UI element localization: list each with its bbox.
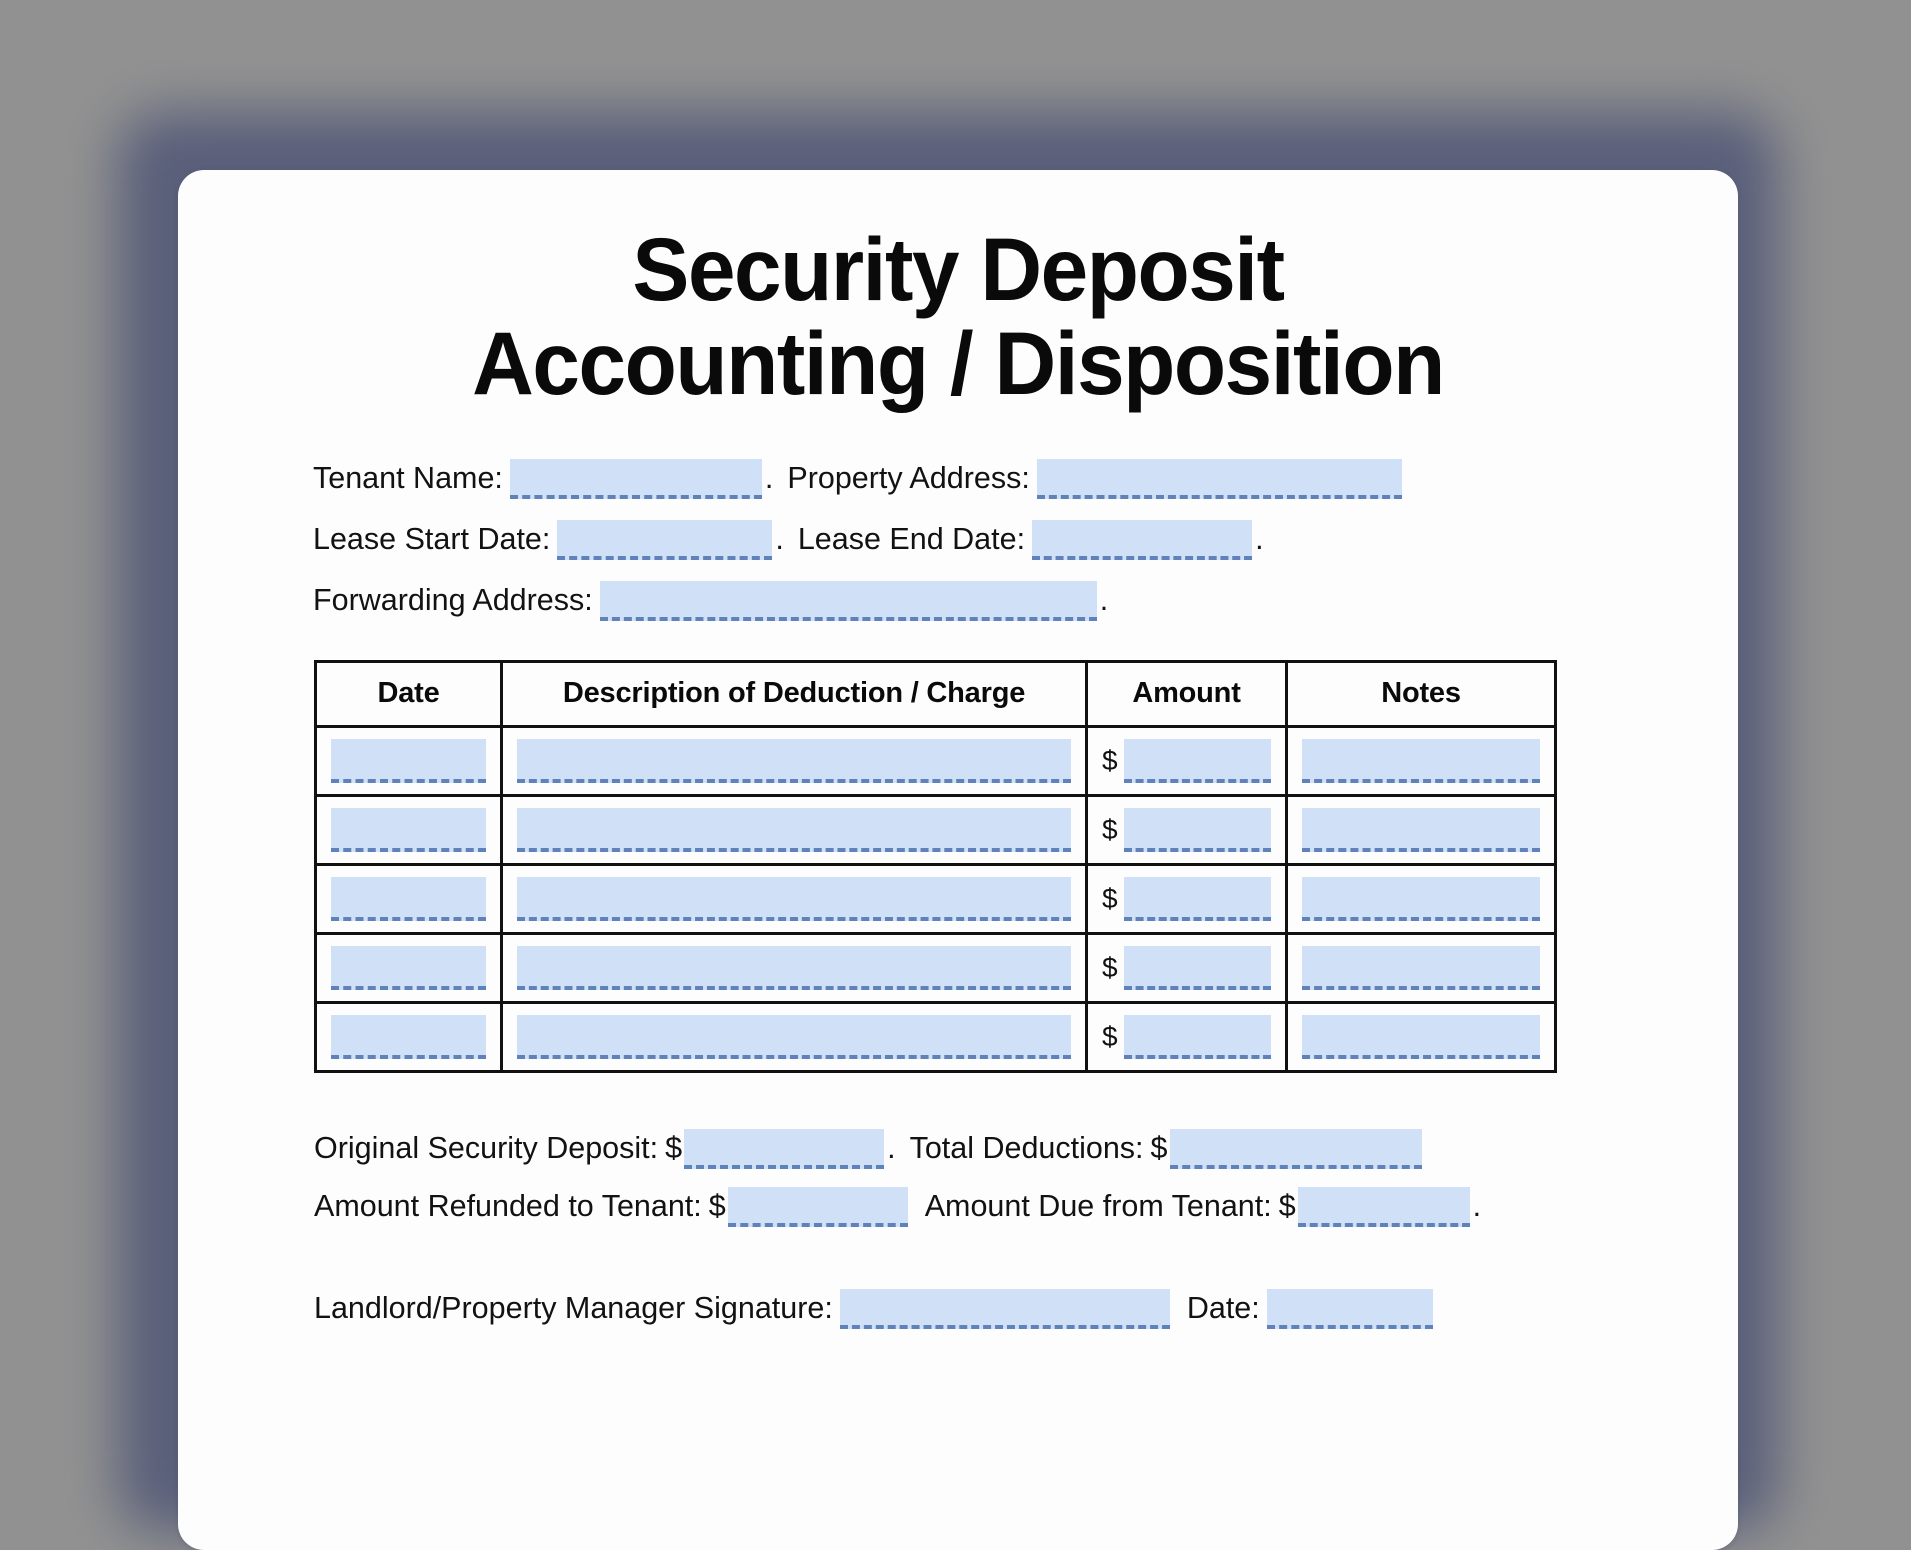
table-row [316, 1002, 1556, 1071]
row-2-currency-symbol: $ [1102, 810, 1124, 850]
amount-refunded-label: Amount Refunded to Tenant: [314, 1185, 709, 1227]
row-5-notes-input[interactable] [1302, 1015, 1540, 1059]
page-title-line-1: Security Deposit [632, 219, 1283, 319]
row-3-currency-symbol: $ [1102, 879, 1124, 919]
row-5-currency-symbol: $ [1102, 1017, 1124, 1057]
deductions-table-wrapper [178, 634, 1738, 1073]
row-4-date-input[interactable] [331, 946, 486, 990]
forwarding-address-row [313, 573, 1738, 621]
cell-amount [1087, 726, 1287, 795]
amount-due-input[interactable] [1298, 1187, 1470, 1227]
refund-totals-row [314, 1179, 1738, 1227]
row-5-description-input[interactable] [517, 1015, 1071, 1059]
cell-description [502, 864, 1087, 933]
table-row [316, 726, 1556, 795]
deductions-table [314, 660, 1557, 1073]
table-row [316, 795, 1556, 864]
row-3-amount-input[interactable] [1124, 877, 1271, 921]
table-header-row [316, 661, 1556, 726]
row-2-date-input[interactable] [331, 808, 486, 852]
total-deductions-currency-symbol: $ [1151, 1127, 1170, 1169]
property-address-input[interactable] [1037, 459, 1402, 499]
row-4-notes-input[interactable] [1302, 946, 1540, 990]
tenant-info-section [178, 411, 1738, 621]
cell-description [502, 1002, 1087, 1071]
lease-start-date-label: Lease Start Date: [313, 518, 557, 560]
forwarding-address-period: . [1097, 579, 1122, 621]
tenant-name-period: . [762, 457, 787, 499]
cell-date [316, 1002, 502, 1071]
cell-notes [1287, 795, 1556, 864]
cell-date [316, 864, 502, 933]
document-page [178, 170, 1738, 1550]
row-2-description-input[interactable] [517, 808, 1071, 852]
total-deductions-label: Total Deductions: [910, 1127, 1151, 1169]
cell-notes [1287, 933, 1556, 1002]
amount-due-label: Amount Due from Tenant: [925, 1185, 1279, 1227]
cell-amount [1087, 795, 1287, 864]
row-1-notes-input[interactable] [1302, 739, 1540, 783]
amount-due-period: . [1470, 1185, 1495, 1227]
page-title [209, 170, 1707, 411]
row-2-notes-input[interactable] [1302, 808, 1540, 852]
row-2-amount-input[interactable] [1124, 808, 1271, 852]
cell-notes [1287, 864, 1556, 933]
deposit-totals-row [314, 1121, 1738, 1169]
cell-description [502, 795, 1087, 864]
column-header-amount: Amount [1087, 661, 1287, 726]
cell-date [316, 795, 502, 864]
signature-row [314, 1281, 1738, 1329]
forwarding-address-label: Forwarding Address: [313, 579, 600, 621]
row-5-date-input[interactable] [331, 1015, 486, 1059]
original-deposit-period: . [884, 1127, 909, 1169]
table-row [316, 933, 1556, 1002]
row-3-description-input[interactable] [517, 877, 1071, 921]
cell-notes [1287, 1002, 1556, 1071]
column-header-date: Date [316, 661, 502, 726]
original-deposit-input[interactable] [684, 1129, 884, 1169]
row-1-currency-symbol: $ [1102, 741, 1124, 781]
forwarding-address-input[interactable] [600, 581, 1097, 621]
row-3-date-input[interactable] [331, 877, 486, 921]
row-5-amount-input[interactable] [1124, 1015, 1271, 1059]
column-header-notes: Notes [1287, 661, 1556, 726]
cell-date [316, 726, 502, 795]
amount-refunded-currency-symbol: $ [709, 1185, 728, 1227]
total-deductions-input[interactable] [1170, 1129, 1422, 1169]
lease-end-period: . [1252, 518, 1277, 560]
page-title-line-2: Accounting / Disposition [472, 313, 1444, 413]
amount-refunded-input[interactable] [728, 1187, 908, 1227]
cell-description [502, 933, 1087, 1002]
document-content [178, 170, 1738, 1342]
lease-end-date-label: Lease End Date: [798, 518, 1032, 560]
table-row [316, 864, 1556, 933]
signature-date-label: Date: [1187, 1287, 1267, 1329]
column-header-description: Description of Deduction / Charge [502, 661, 1087, 726]
row-1-amount-input[interactable] [1124, 739, 1271, 783]
cell-description [502, 726, 1087, 795]
row-1-date-input[interactable] [331, 739, 486, 783]
row-4-description-input[interactable] [517, 946, 1071, 990]
tenant-name-row [313, 451, 1738, 499]
original-deposit-currency-symbol: $ [665, 1127, 684, 1169]
tenant-name-input[interactable] [510, 459, 762, 499]
cell-amount [1087, 864, 1287, 933]
cell-amount [1087, 933, 1287, 1002]
lease-start-date-input[interactable] [557, 520, 772, 560]
amount-due-currency-symbol: $ [1279, 1185, 1298, 1227]
deductions-table-body [316, 726, 1556, 1071]
row-3-notes-input[interactable] [1302, 877, 1540, 921]
lease-dates-row [313, 512, 1738, 560]
lease-end-date-input[interactable] [1032, 520, 1252, 560]
cell-notes [1287, 726, 1556, 795]
cell-date [316, 933, 502, 1002]
signature-date-input[interactable] [1267, 1289, 1433, 1329]
signature-input[interactable] [840, 1289, 1170, 1329]
property-address-label: Property Address: [787, 457, 1036, 499]
totals-section [178, 1073, 1738, 1227]
original-deposit-label: Original Security Deposit: [314, 1127, 665, 1169]
signature-label: Landlord/Property Manager Signature: [314, 1287, 840, 1329]
row-4-currency-symbol: $ [1102, 948, 1124, 988]
deductions-table-head [316, 661, 1556, 726]
cell-amount [1087, 1002, 1287, 1071]
row-1-description-input[interactable] [517, 739, 1071, 783]
row-4-amount-input[interactable] [1124, 946, 1271, 990]
tenant-name-label: Tenant Name: [313, 457, 510, 499]
lease-start-period: . [772, 518, 797, 560]
signature-section [178, 1237, 1738, 1329]
